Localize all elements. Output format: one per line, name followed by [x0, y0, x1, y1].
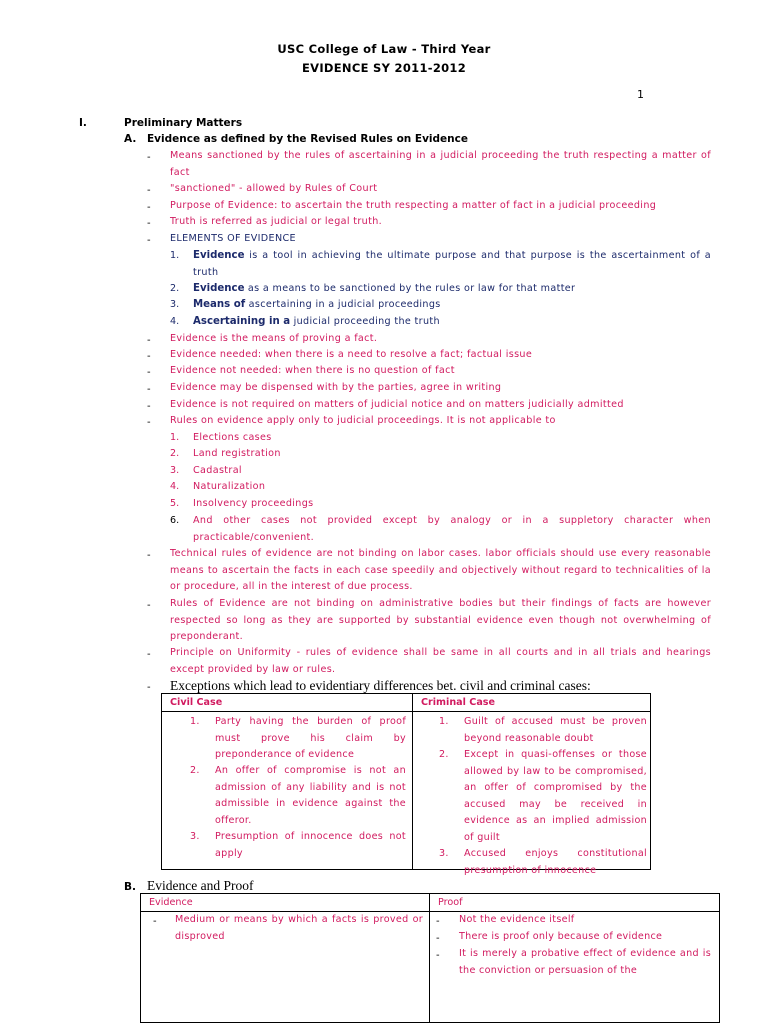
- bullet-text: Evidence is not required on matters of judicial notice and on matters judicially admitted: [170, 399, 624, 410]
- subsection-b-title: Evidence and Proof: [147, 878, 254, 893]
- list-number: 3.: [170, 465, 180, 476]
- element-rest: judicial proceeding the truth: [290, 316, 440, 327]
- bullet-marker: -: [147, 417, 151, 428]
- bullet-text: Exceptions which lead to evidentiary differences bet. civil and criminal cases:: [170, 678, 591, 693]
- table-list-item: [439, 846, 647, 879]
- list-number: 2.: [170, 448, 180, 459]
- bullet-text: Rules on evidence apply only to judicial proceedings. It is not applicable to: [170, 415, 556, 426]
- list-item-text: Elections cases: [193, 432, 272, 443]
- element-bold: Means of: [193, 299, 246, 310]
- bullet-marker: -: [147, 351, 151, 362]
- criminal-case-cell: [413, 712, 651, 876]
- evidence-text: Medium or means by which a facts is proved or disproved: [175, 914, 423, 942]
- civil-criminal-table: [161, 693, 651, 876]
- proof-text: Not the evidence itself: [459, 914, 575, 925]
- bullet-text: Evidence not needed: when there is no question of fact: [170, 365, 455, 376]
- bullet-text: Principle on Uniformity - rules of evidence shall be same in all courts and in all trials and hearings except provided by law or rules.: [170, 647, 711, 675]
- table-list-item: [190, 829, 406, 862]
- table-list-text: An offer of compromise is not an admission of any liability and is not admissible in evidence against the offeror.: [215, 765, 406, 826]
- table-list-text: Presumption of innocence does not apply: [215, 831, 406, 859]
- bullet-marker: -: [147, 202, 151, 213]
- bullet-marker: -: [147, 152, 151, 163]
- element-text: [193, 248, 711, 281]
- element-text: [193, 281, 711, 298]
- section-numeral: I.: [79, 117, 87, 129]
- subsection-a-letter: A.: [124, 133, 137, 145]
- civil-case-cell: [162, 712, 413, 870]
- table-list-number: 3.: [439, 848, 449, 859]
- element-bold: Evidence: [193, 250, 245, 261]
- bullet-marker: -: [147, 550, 151, 561]
- table-list-text: Except in quasi-offenses or those allowed by law to be compromised, an offer of compromised by the accused may be received in evidence as an implied admission of guilt: [464, 749, 647, 843]
- table-header-civil: Civil Case: [162, 694, 413, 712]
- table-list-number: 2.: [439, 749, 449, 760]
- element-number: 2.: [170, 283, 180, 294]
- table-list-item: [190, 763, 406, 829]
- table-list-number: 1.: [439, 716, 449, 727]
- proof-text: It is merely a probative effect of evidence and is the conviction or persuasion of the: [459, 948, 711, 976]
- bullet-marker: -: [147, 682, 151, 693]
- table-header-proof: Proof: [430, 894, 720, 912]
- proof-cell: [430, 912, 720, 1023]
- proof-text: There is proof only because of evidence: [459, 931, 663, 942]
- list-number: 6.: [170, 515, 180, 526]
- list-number: 5.: [170, 498, 180, 509]
- list-item-text: Insolvency proceedings: [193, 498, 314, 509]
- bullet-marker: -: [153, 916, 157, 927]
- table-list-number: 2.: [190, 765, 200, 776]
- table-list-text: Accused enjoys constitutional presumption of innocence: [464, 848, 647, 876]
- element-number: 3.: [170, 299, 180, 310]
- subsection-a-title: Evidence as defined by the Revised Rules on Evidence: [147, 133, 468, 145]
- element-rest: ascertaining in a judicial proceedings: [245, 299, 441, 310]
- section-title: Preliminary Matters: [124, 117, 243, 129]
- element-number: 4.: [170, 316, 180, 327]
- bullet-marker: -: [147, 185, 151, 196]
- bullet-marker: -: [436, 950, 440, 961]
- bullet-text: Evidence needed: when there is a need to resolve a fact; factual issue: [170, 349, 533, 360]
- bullet-text: Truth is referred as judicial or legal truth.: [170, 216, 383, 227]
- subsection-b-letter: B.: [124, 881, 136, 893]
- bullet-text: Means sanctioned by the rules of ascertaining in a judicial proceeding the truth respecting a matter of fact: [170, 150, 711, 178]
- bullet-marker: -: [147, 218, 151, 229]
- bullet-marker: -: [147, 235, 151, 246]
- table-list-text: Guilt of accused must be proven beyond reasonable doubt: [464, 716, 647, 744]
- list-number: 1.: [170, 432, 180, 443]
- element-text: [193, 297, 711, 314]
- list-item-text: Land registration: [193, 448, 281, 459]
- page-number: 1: [637, 88, 644, 101]
- list-item-text: Cadastral: [193, 465, 242, 476]
- table-list-item: [190, 714, 406, 764]
- bullet-marker: -: [147, 649, 151, 660]
- list-item-text: Naturalization: [193, 481, 266, 492]
- bullet-marker: -: [147, 367, 151, 378]
- evidence-cell: [141, 912, 430, 1023]
- element-bold: Ascertaining in a: [193, 316, 291, 327]
- bullet-text: Evidence may be dispensed with by the parties, agree in writing: [170, 382, 502, 393]
- element-rest: as a means to be sanctioned by the rules or law for that matter: [244, 283, 576, 294]
- document-subtitle: EVIDENCE SY 2011-2012: [301, 61, 467, 75]
- bullet-text: Purpose of Evidence: to ascertain the truth respecting a matter of fact in a judicial proceeding: [170, 200, 657, 211]
- table-list-number: 3.: [190, 831, 200, 842]
- bullet-text: Evidence is the means of proving a fact.: [170, 333, 378, 344]
- table-list-number: 1.: [190, 716, 200, 727]
- bullet-text: "sanctioned" - allowed by Rules of Court: [170, 183, 378, 194]
- bullet-marker: -: [436, 916, 440, 927]
- bullet-marker: -: [147, 384, 151, 395]
- bullet-text: Technical rules of evidence are not binding on labor cases. labor officials should use every reasonable means to ascertain the facts in each case speedily and objectively without regard to technicalities of la or procedure, all in the interest of due process.: [170, 548, 711, 592]
- table-list-item: [439, 714, 647, 747]
- table-list-item: [439, 747, 647, 846]
- list-number: 4.: [170, 481, 180, 492]
- bullet-marker: -: [436, 933, 440, 944]
- evidence-proof-table: [140, 893, 720, 1023]
- element-bold: Evidence: [193, 283, 245, 294]
- element-number: 1.: [170, 250, 180, 261]
- document-title: USC College of Law - Third Year: [277, 42, 491, 56]
- bullet-marker: -: [147, 600, 151, 611]
- table-header-criminal: Criminal Case: [413, 694, 651, 712]
- table-header-evidence: Evidence: [141, 894, 430, 912]
- element-rest: is a tool in achieving the ultimate purpose and that purpose is the ascertainment of a truth: [193, 250, 711, 278]
- table-list-text: Party having the burden of proof must prove his claim by preponderance of evidence: [215, 716, 406, 760]
- bullet-text: ELEMENTS OF EVIDENCE: [170, 233, 296, 244]
- list-item-text: And other cases not provided except by analogy or in a suppletory character when practicable/convenient.: [193, 515, 711, 543]
- bullet-marker: -: [147, 335, 151, 346]
- bullet-text: Rules of Evidence are not binding on administrative bodies but their findings of facts are however respected so long as they are supported by substantial evidence even though not overwhelming of preponderant.: [170, 598, 711, 642]
- bullet-marker: -: [147, 401, 151, 412]
- element-text: [193, 314, 711, 331]
